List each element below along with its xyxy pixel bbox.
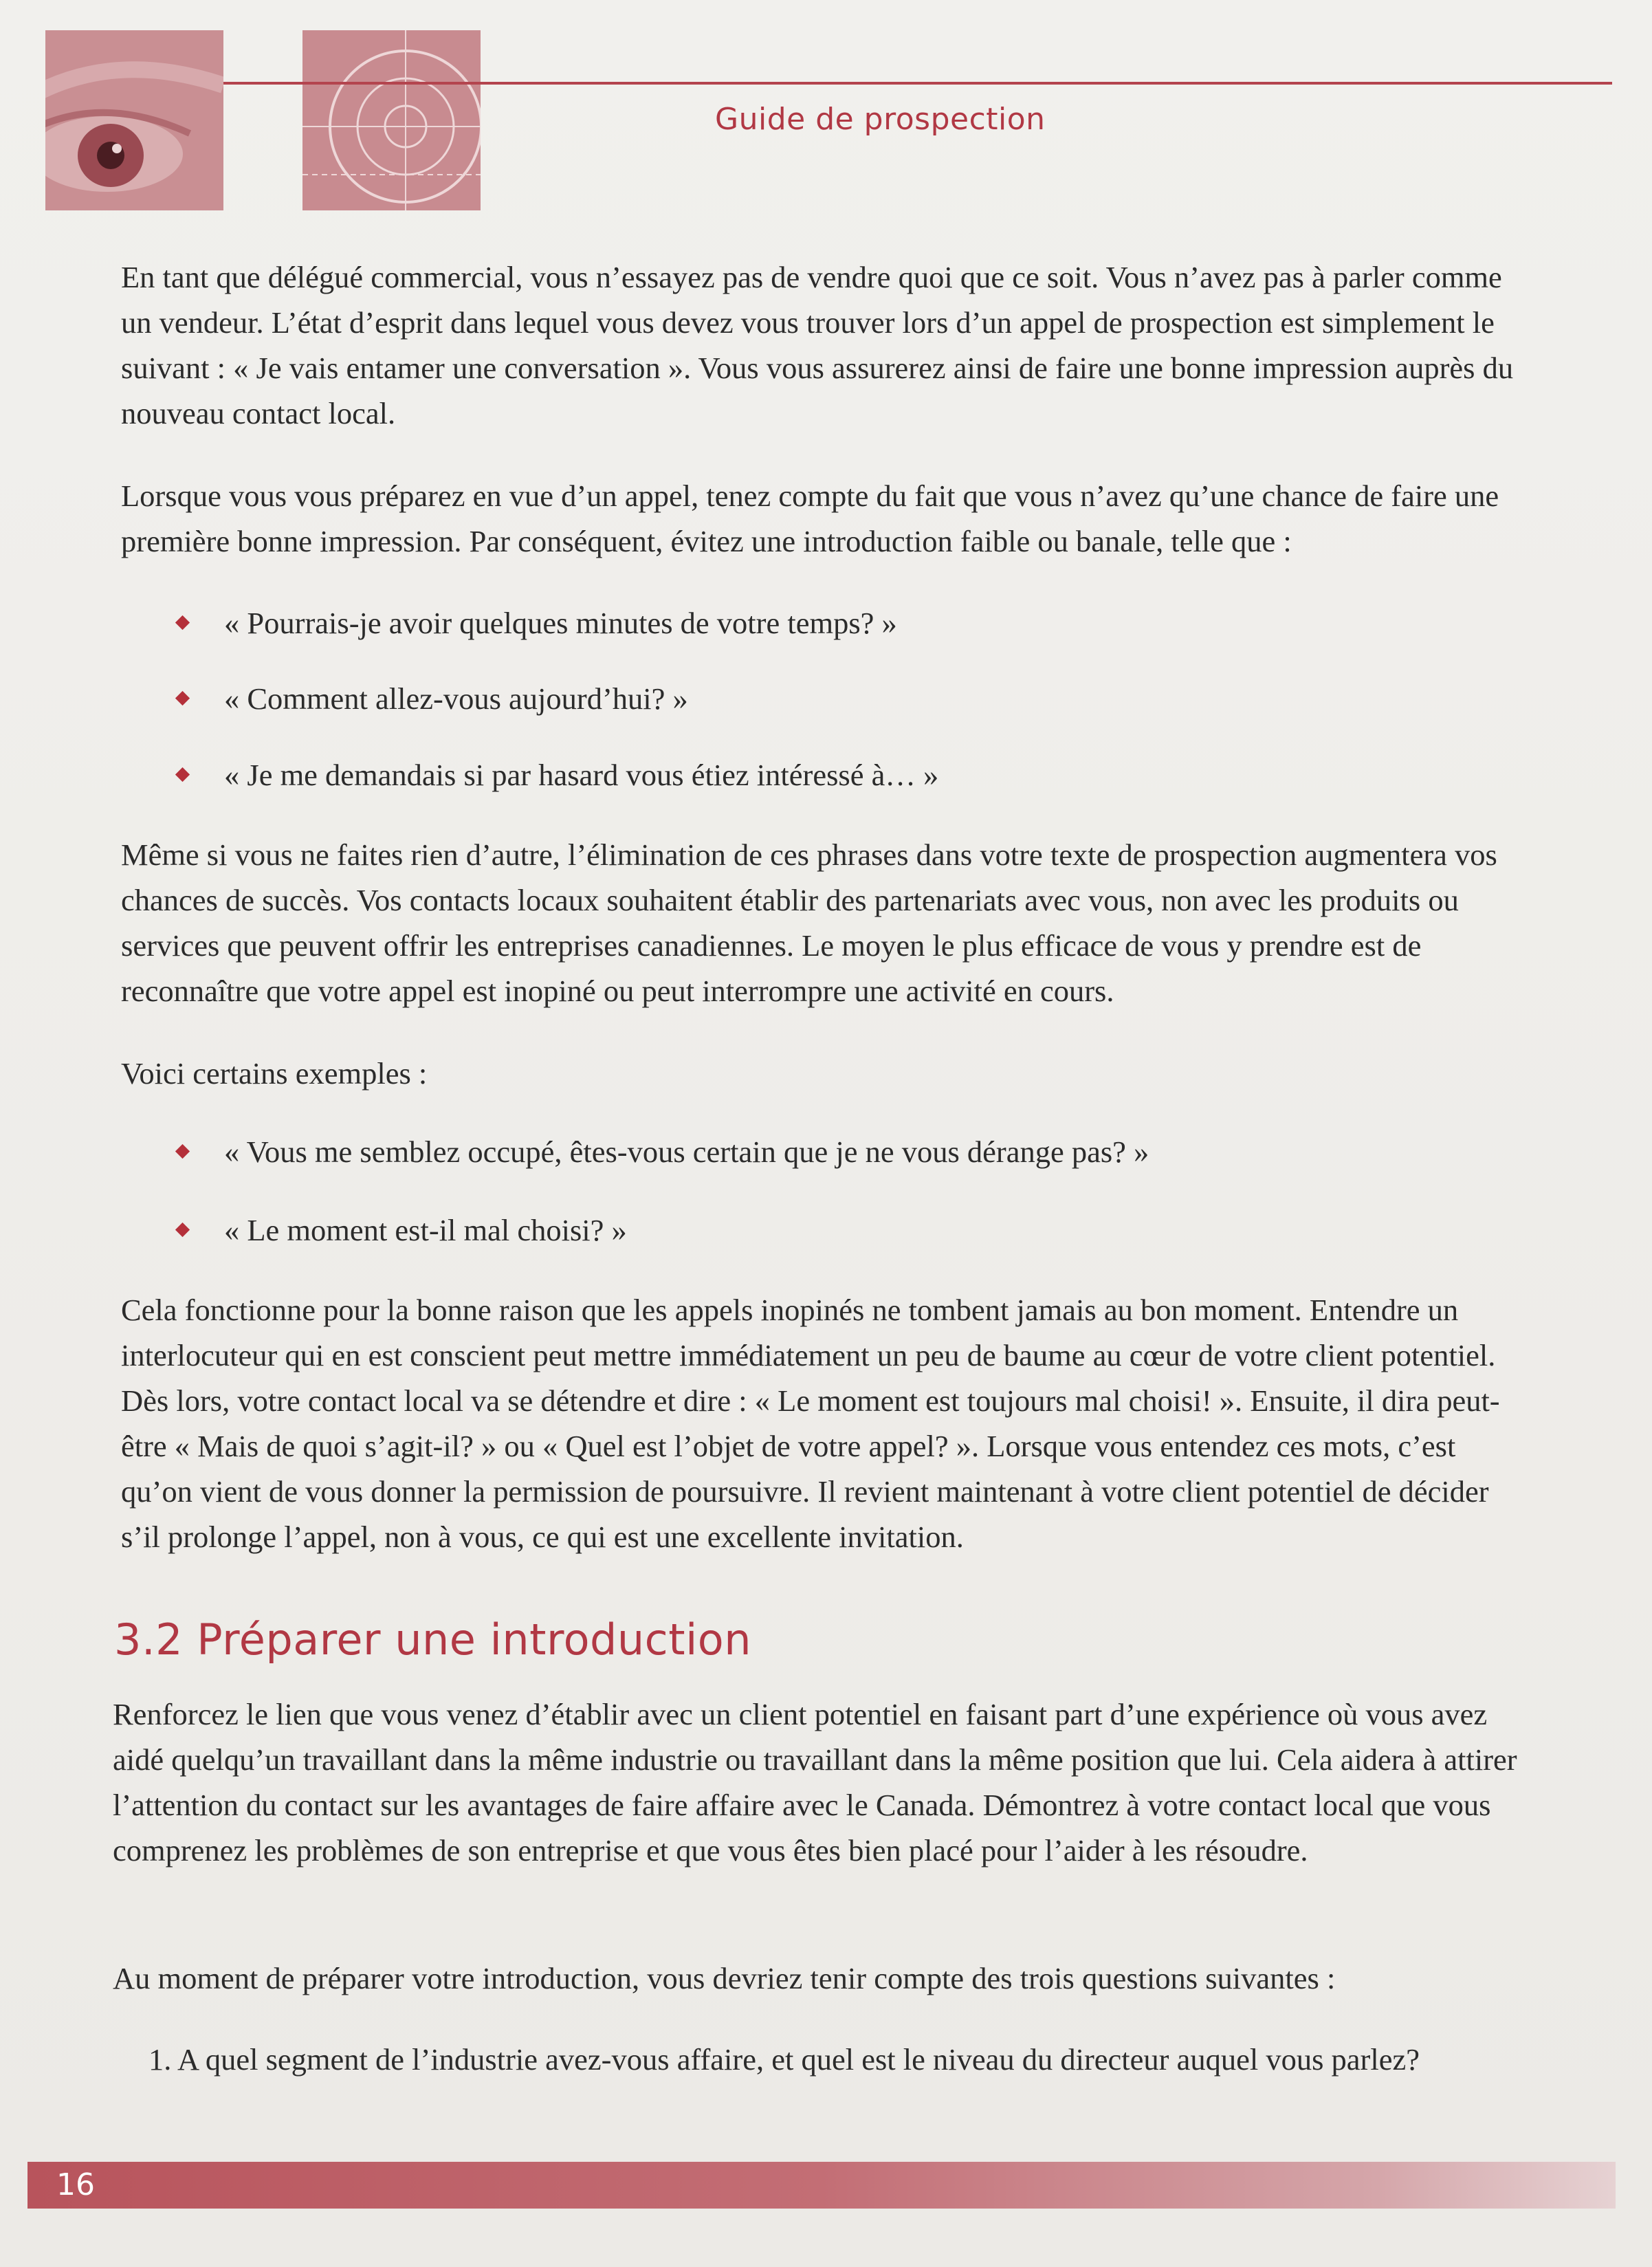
header-compass-image (302, 30, 481, 210)
bullet-diamond-icon (175, 767, 190, 782)
running-header-title: Guide de prospection (715, 102, 1046, 137)
paragraph: Cela fonctionne pour la bonne raison que les appels inopinés ne tombent jamais au bon moment. Entendre un interlocuteur qui en est conscient peut mettre immédiatement un peu de baume au cœur de votre client potentiel. Dès lors, votre contact local va se détendre et dire : « Le moment est toujours mal choisi! ». Ensuite, il dira peut-être « Mais de quoi s’agit-il? » ou « Quel est l’objet de votre appel? ». Lorsque vous entendez ces mots, c’est qu’on vient de vous donner la permission de poursuivre. Il revient maintenant à votre client potentiel de décider s’il prolonge l’appel, non à vous, ce qui est une excellente invitation. (121, 1293, 1500, 1554)
list-item: « Pourrais-je avoir quelques minutes de votre temps? » (224, 606, 897, 640)
list-item: « Je me demandais si par hasard vous étiez intéressé à… » (224, 758, 939, 792)
paragraph: En tant que délégué commercial, vous n’essayez pas de vendre quoi que ce soit. Vous n’avez pas à parler comme un vendeur. L’état d’esprit dans lequel vous devez vous trouver lors d’un appel de prospection est simplement le suivant : « Je vais entamer une conversation ». Vous vous assurerez ainsi de faire une bonne impression auprès du nouveau contact local. (121, 260, 1514, 430)
header-eye-image (45, 30, 223, 210)
paragraph: Lorsque vous vous préparez en vue d’un appel, tenez compte du fait que vous n’avez qu’une chance de faire une première bonne impression. Par conséquent, évitez une introduction faible ou banale, telle que : (121, 479, 1499, 558)
list-item: « Vous me semblez occupé, êtes-vous certain que je ne vous dérange pas? » (224, 1135, 1149, 1169)
paragraph: Renforcez le lien que vous venez d’établir avec un client potentiel en faisant part d’une expérience où vous avez aidé quelqu’un travaillant dans la même industrie ou travaillant dans la même position que lui. Cela aidera à attirer l’attention du contact sur les avantages de faire affaire avec le Canada. Démontrez à votre contact local que vous comprenez les problèmes de son entreprise et que vous êtes bien placé pour l’aider à les résoudre. (113, 1697, 1517, 1868)
numbered-list-item: 1. A quel segment de l’industrie avez-vous affaire, et quel est le niveau du directeur auquel vous parlez? (148, 2042, 1420, 2077)
header-rule (223, 82, 1612, 85)
bullet-diamond-icon (175, 1144, 190, 1159)
page-number: 16 (56, 2167, 95, 2202)
list-item: « Le moment est-il mal choisi? » (224, 1213, 627, 1247)
footer-bar (27, 2162, 1616, 2209)
list-item: « Comment allez-vous aujourd’hui? » (224, 681, 688, 716)
paragraph: Voici certains exemples : (121, 1056, 428, 1091)
bullet-diamond-icon (175, 691, 190, 705)
bullet-diamond-icon (175, 1223, 190, 1237)
section-heading: 3.2 Préparer une introduction (114, 1614, 752, 1665)
bullet-diamond-icon (175, 615, 190, 630)
paragraph: Même si vous ne faites rien d’autre, l’élimination de ces phrases dans votre texte de prospection augmentera vos chances de succès. Vos contacts locaux souhaitent établir des partenariats avec vous, non avec les produits ou services que peuvent offrir les entreprises canadiennes. Le moyen le plus efficace de vous y prendre est de reconnaître que votre appel est inopiné ou peut interrompre une activité en cours. (121, 837, 1497, 1008)
paragraph: Au moment de préparer votre introduction, vous devriez tenir compte des trois questions suivantes : (113, 1961, 1336, 1995)
